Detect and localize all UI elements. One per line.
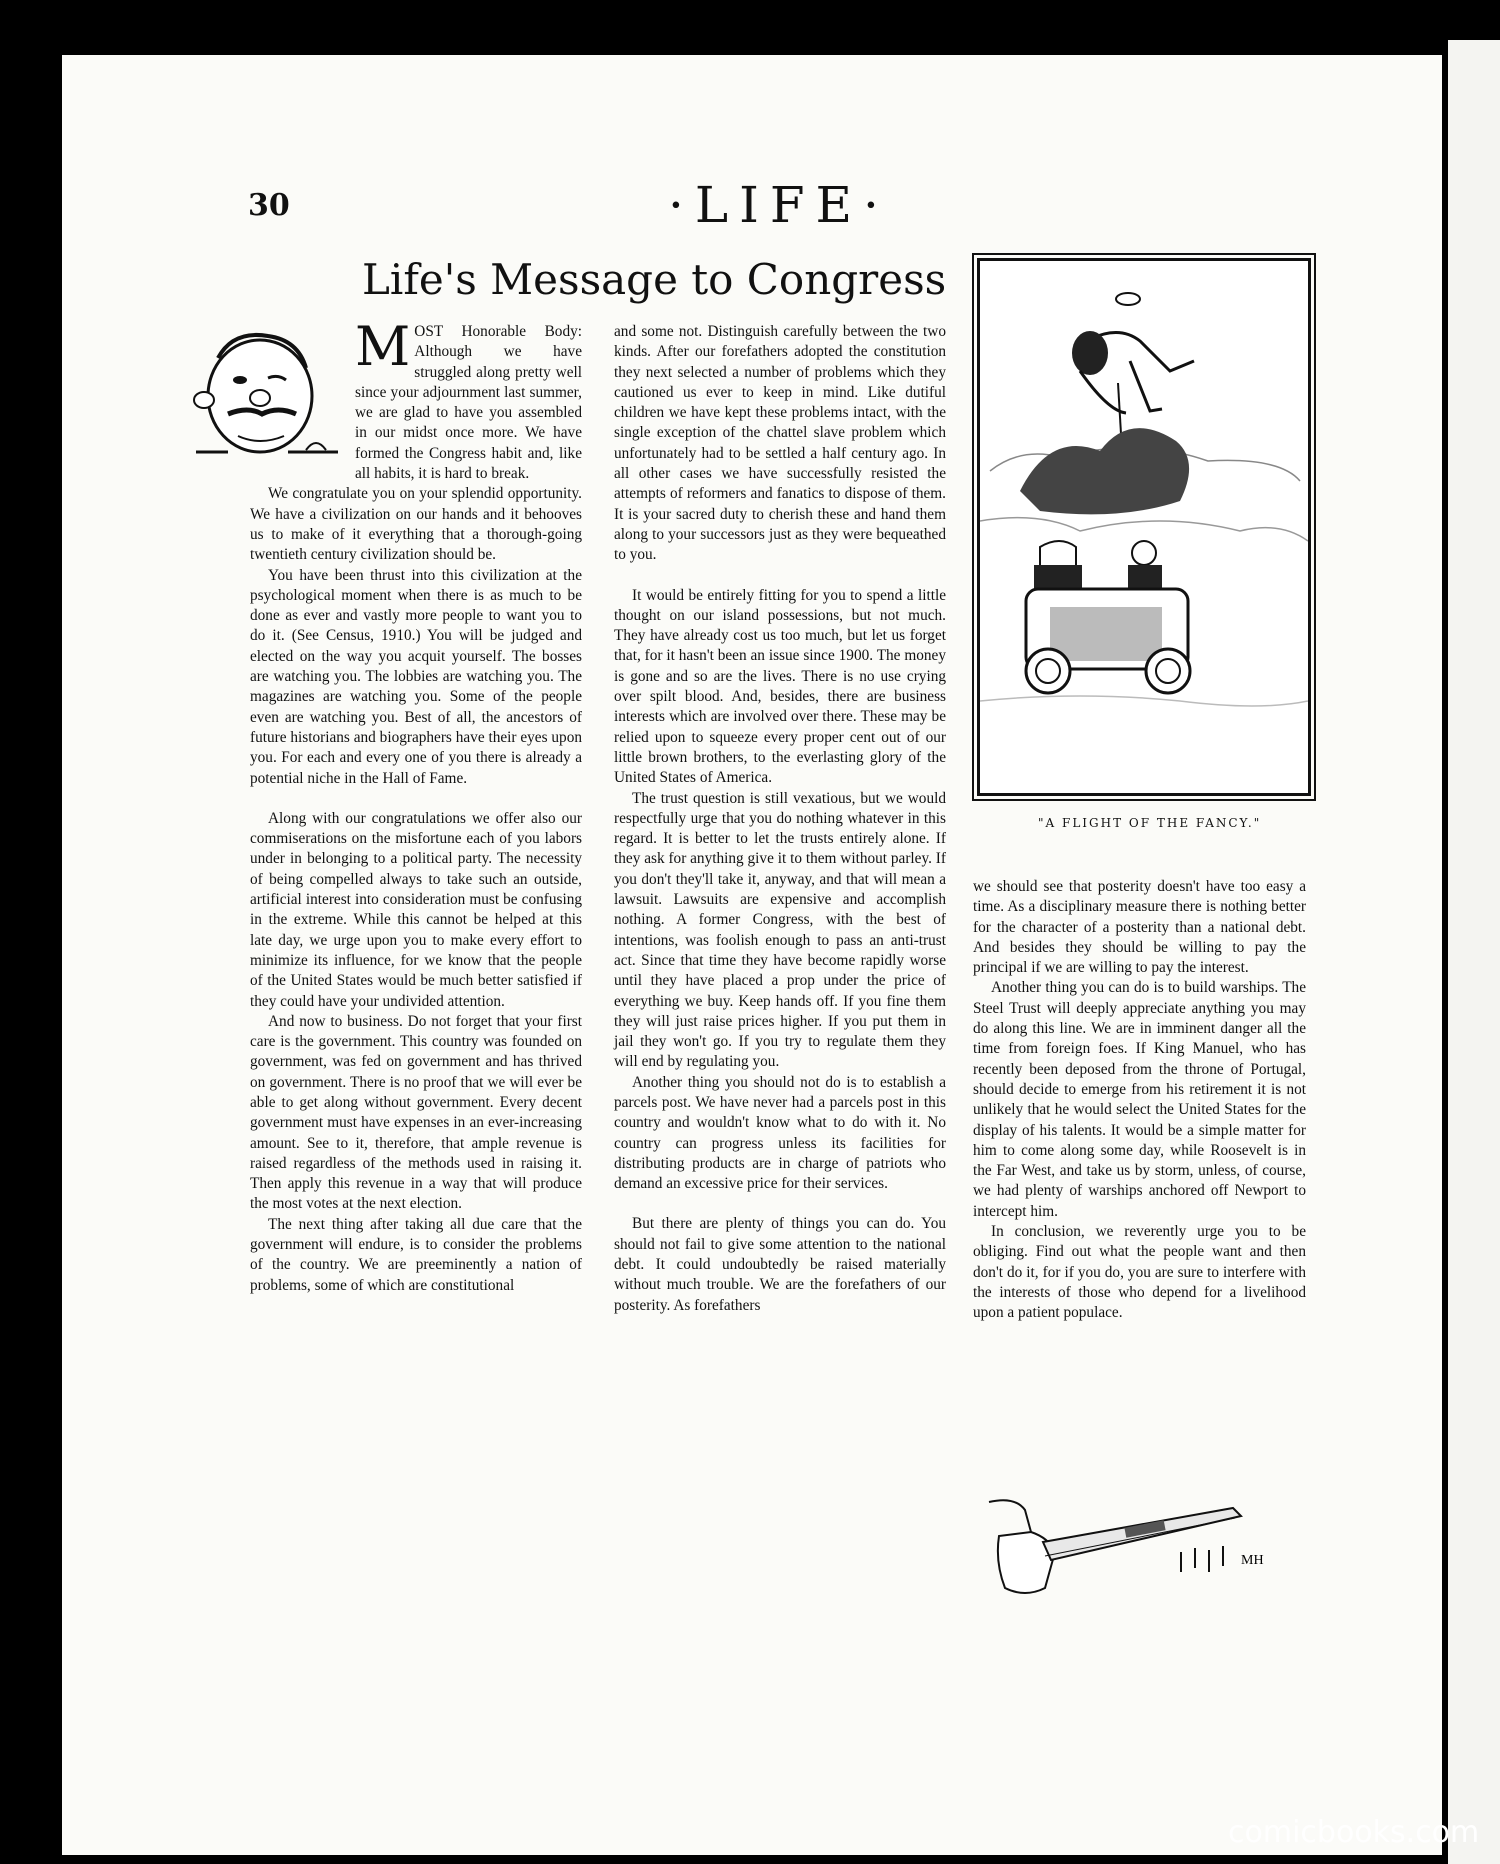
paragraph: In conclusion, we reverently urge you to be obliging. Find out what the people want and then don't do it, for if you do, you are sure to interfere with the interests of those who depend for a livelihood upon a patient populace.: [973, 1223, 1306, 1322]
paragraph: You have been thrust into this civilization at the psychological moment when there is as much to be done as ever and vastly more people to want you to do it. (See Census, 1910.) You will be judged and elected on the way you acquit yourself. The bosses are watching you. The lobbies are watching you. The magazines are watching you. Some of the people even are watching you. Best of all, the ancestors of future historians and biographers have their eyes upon you. For each and every one of you there is already a potential niche in the Hall of Fame.: [250, 566, 582, 787]
paragraph: OST Honorable Body: Although we have struggled along pretty well since your adjournment last summer, we are glad to have you assembled in our midst once more. We have formed the Congress habit and, like all habits, it is hard to break.: [355, 323, 582, 483]
paragraph: Along with our congratulations we offer also our commiserations on the misfortune each of you labors under in belonging to a political party. The necessity of being compelled always to take such an outside, artificial interest into consideration must be confusing in the extreme. While this cannot be helped at this late day, we urge upon you to make every effort to minimize its influence, for we know that the people of the United States would be much better satisfied if they could have your undivided attention.: [250, 809, 582, 1010]
page-number: 30: [248, 188, 290, 223]
paragraph: And now to business. Do not forget that your first care is the government. This country was founded on government, was fed on government and has thrived on government. There is no proof that we will ever be able to get along without government. Every decent government must have expenses in an ever-increasing amount. See to it, therefore, that ample revenue is raised regardless of the methods used in raising it. Then apply this revenue in a way that will produce the most votes at the next election.: [250, 1012, 582, 1213]
paragraph: But there are plenty of things you can do. You should not fail to give some attention to the national debt. It could undoubtedly be raised materially without much trouble. We are the forefathers of our posterity. As forefathers: [614, 1215, 946, 1314]
paragraph: The trust question is still vexatious, but we would respectfully urge that you do nothing whatever in this regard. It is better to let the trusts entirely alone. If they ask for anything give it to them without parley. If you don't they'll take it, anyway, and that will mean a lawsuit. Lawsuits are expensive and accomplish nothing. A former Congress, with the best of intentions, was foolish enough to pass an anti-trust act. Since that time they have become rapidly worse until they have placed a prop under the price of everything we buy. Keep hands off. If you fine them they will just raise prices higher. If you put them in jail they won't go. If you try to regulate them they will end by regulating you.: [614, 789, 946, 1071]
paragraph: The next thing after taking all due care that the government will endure, is to consider the problems of the country. We are preeminently a nation of problems, some of which are constitutional: [250, 1215, 582, 1294]
facing-page-edge: [1448, 40, 1500, 1864]
artist-signature: MH: [1241, 1553, 1264, 1568]
paragraph: Another thing you can do is to build warships. The Steel Trust will deeply appreciate anything you may do along this line. We are in imminent danger all the time from foreign foes. If King Manuel, who has recently been deposed from the throne of Portugal, should decide to emerge from his retirement it is not unlikely that he would select the United States for the display of his talents. It would be a simple matter for him to come along some day, while Roosevelt is in the Far West, and take us by storm, unless, of course, we had plenty of warships anchored off Newport to intercept him.: [973, 979, 1306, 1220]
paragraph: Another thing you should not do is to establish a parcels post. We have never had a parcels post in this country and wouldn't know what to do with it. No country can progress unless its facilities for distributing products are in charge of patriots who demand an excessive price for their services.: [614, 1073, 946, 1193]
flight-of-fancy-cartoon: [977, 258, 1311, 796]
paragraph: It would be entirely fitting for you to spend a little thought on our island possessions, but not much. They have already cost us too much, but let us forget that, for it hasn't been an issue since 1900. The money is gone and so are the lives. There is no use crying over spilt blood. And, besides, there are business interests which are involved over there. These may be relied upon to squeeze every proper cent out of our little brown brothers, to the everlasting glory of the United States of America.: [614, 586, 946, 787]
article-column-2: [614, 322, 946, 1316]
paragraph: we should see that posterity doesn't have too easy a time. As a disciplinary measure there is nothing better for the character of a posterity than a national debt. And besides they should be willing to pay the principal if we are willing to pay the interest.: [973, 878, 1306, 977]
car-and-flying-man-illustration: [980, 261, 1308, 793]
paragraph: and some not. Distinguish carefully between the two kinds. After our forefathers adopted the constitution they next selected a number of problems which they cautioned us ever to keep in mind. Like dutiful children we have kept these problems intact, with the single exception of the chattel slave problem which unfortunately had to be settled a half century ago. In all other cases we have successfully resisted the attempts of reformers and fanatics to dispose of them. It is your sacred duty to cherish these and hand them along to your successors just as they were bequeathed to you.: [614, 323, 946, 564]
drop-cap: M: [355, 315, 411, 378]
watermark: comicbooks.com: [1228, 1815, 1480, 1850]
article-column-3: [973, 877, 1306, 1324]
article-column-1: [250, 315, 582, 1296]
article-headline: Life's Message to Congress: [362, 255, 947, 304]
cartoon-caption: "A FLIGHT OF THE FANCY.": [1038, 816, 1262, 830]
opening-paragraph: [355, 315, 582, 484]
paragraph: We congratulate you on your splendid opportunity. We have a civilization on our hands and it behooves us to make of it everything that a thorough-going twentieth century civilization should be.: [250, 485, 582, 564]
hand-and-pen-tailpiece: [985, 1492, 1293, 1604]
masthead-life: ·LIFE·: [668, 176, 890, 234]
